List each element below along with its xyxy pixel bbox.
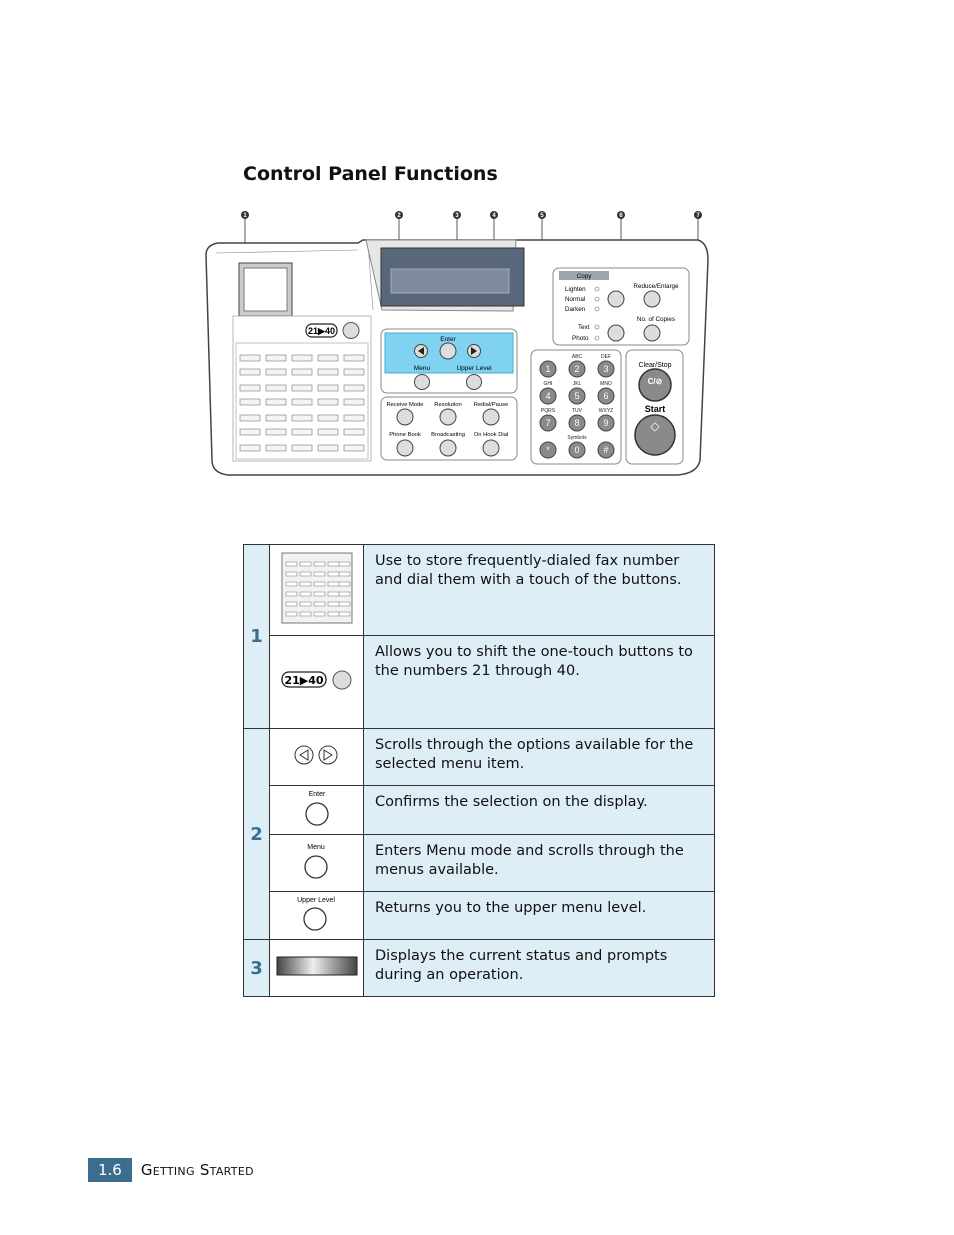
svg-text:Redial/Pause: Redial/Pause	[473, 402, 509, 408]
svg-text:Normal: Normal	[565, 296, 586, 303]
svg-text:1: 1	[545, 364, 551, 374]
upper-level-button-icon	[292, 893, 342, 935]
svg-text:2: 2	[574, 364, 580, 374]
callout-1	[241, 211, 249, 219]
svg-text:Enter: Enter	[308, 791, 325, 798]
svg-text:ABC: ABC	[571, 354, 583, 360]
svg-text:5: 5	[574, 391, 580, 401]
svg-text:Reduce/Enlarge: Reduce/Enlarge	[633, 283, 679, 290]
callout-5	[538, 211, 546, 219]
svg-text:JKL: JKL	[572, 381, 582, 387]
svg-text:TUV: TUV	[572, 408, 582, 414]
table-row	[244, 835, 715, 892]
svg-text:9: 9	[603, 418, 609, 428]
group-number: 2	[244, 729, 270, 940]
section-title: Getting Started	[140, 1161, 254, 1179]
icon-cell	[270, 545, 364, 636]
callout-7	[694, 211, 702, 219]
svg-text:No. of Copies: No. of Copies	[636, 316, 676, 323]
icon-cell	[270, 729, 364, 786]
control-panel-illustration	[198, 205, 710, 485]
svg-text:MNO: MNO	[600, 381, 612, 387]
page-title: Control Panel Functions	[243, 163, 498, 185]
description: Allows you to shift the one-touch buttons to the numbers 21 through 40.	[364, 636, 715, 729]
svg-text:GHI: GHI	[543, 381, 553, 387]
svg-text:3: 3	[455, 213, 459, 219]
svg-text:Copy: Copy	[576, 273, 592, 280]
svg-text:Menu: Menu	[306, 844, 325, 851]
table-row	[244, 786, 715, 835]
table-row	[244, 892, 715, 940]
table-row	[244, 545, 715, 636]
functions-table	[243, 544, 715, 997]
svg-text:5: 5	[540, 213, 544, 219]
callout-4	[490, 211, 498, 219]
table-row	[244, 636, 715, 729]
table-row	[244, 729, 715, 786]
icon-cell	[270, 835, 364, 892]
svg-text:On Hook Dial: On Hook Dial	[473, 432, 509, 438]
svg-text:4: 4	[545, 391, 551, 401]
one-touch-buttons-icon	[281, 552, 353, 624]
shift-button-icon	[280, 667, 354, 693]
svg-text:#: #	[603, 445, 609, 455]
svg-text:Clear/Stop: Clear/Stop	[638, 362, 672, 369]
svg-text:6: 6	[603, 391, 609, 401]
icon-cell	[270, 940, 364, 997]
svg-text:Start: Start	[644, 404, 666, 414]
group-number: 3	[244, 940, 270, 997]
navigation-block	[381, 329, 517, 393]
callout-6	[617, 211, 625, 219]
svg-text:6: 6	[619, 213, 623, 219]
svg-text:Menu: Menu	[413, 365, 431, 372]
description: Scrolls through the options available for the selected menu item.	[364, 729, 715, 786]
svg-text:Photo: Photo	[572, 335, 589, 342]
svg-text:Phone Book: Phone Book	[389, 432, 421, 438]
description: Confirms the selection on the display.	[364, 786, 715, 835]
svg-text:Symbols: Symbols	[567, 435, 587, 441]
callout-markers	[241, 211, 702, 219]
clear-start-block	[626, 350, 683, 464]
numeric-keypad	[531, 350, 621, 464]
svg-text:Upper Level: Upper Level	[296, 896, 335, 904]
svg-text:Broadcasting: Broadcasting	[431, 432, 465, 438]
svg-text:0: 0	[574, 445, 580, 455]
svg-text:3: 3	[603, 364, 609, 374]
icon-cell	[270, 636, 364, 729]
description: Use to store frequently-dialed fax number and dial them with a touch of the buttons.	[364, 545, 715, 636]
icon-cell	[270, 892, 364, 940]
svg-text:Resolution: Resolution	[434, 402, 462, 408]
svg-text:*: *	[546, 445, 550, 455]
scroll-arrows-icon	[292, 743, 342, 767]
description: Returns you to the upper menu level.	[364, 892, 715, 940]
page-footer	[88, 1158, 254, 1182]
svg-text:Text: Text	[578, 324, 590, 331]
lcd-display-icon	[276, 955, 358, 977]
description: Enters Menu mode and scrolls through the menus available.	[364, 835, 715, 892]
enter-button-icon	[297, 787, 337, 829]
lcd-display	[366, 240, 524, 311]
icon-cell	[270, 786, 364, 835]
svg-text:DEF: DEF	[601, 354, 611, 360]
svg-text:◇: ◇	[650, 419, 660, 433]
page-number: 1.6	[88, 1158, 132, 1182]
svg-text:21▶40: 21▶40	[308, 326, 335, 336]
svg-text:Lighten: Lighten	[565, 286, 586, 293]
svg-text:7: 7	[696, 213, 700, 219]
svg-text:WXYZ: WXYZ	[598, 408, 614, 414]
copy-block	[553, 268, 689, 345]
function-block	[381, 397, 517, 460]
svg-text:Darken: Darken	[565, 306, 586, 313]
svg-text:Receive Mode: Receive Mode	[386, 402, 424, 408]
table-row	[244, 940, 715, 997]
svg-text:21▶40: 21▶40	[283, 674, 324, 687]
svg-text:7: 7	[545, 418, 551, 428]
menu-button-icon	[297, 840, 337, 882]
one-touch-area	[233, 316, 371, 461]
svg-text:1: 1	[243, 213, 247, 219]
svg-text:Enter: Enter	[440, 336, 456, 343]
svg-text:C/⊘: C/⊘	[647, 377, 663, 386]
group-number: 1	[244, 545, 270, 729]
svg-text:PQRS: PQRS	[540, 408, 556, 414]
callout-2	[395, 211, 403, 219]
callout-3	[453, 211, 461, 219]
svg-text:Upper Level: Upper Level	[456, 365, 492, 372]
description: Displays the current status and prompts during an operation.	[364, 940, 715, 997]
document-window	[239, 263, 292, 316]
svg-text:2: 2	[397, 213, 401, 219]
svg-text:8: 8	[574, 418, 580, 428]
svg-text:4: 4	[492, 213, 496, 219]
